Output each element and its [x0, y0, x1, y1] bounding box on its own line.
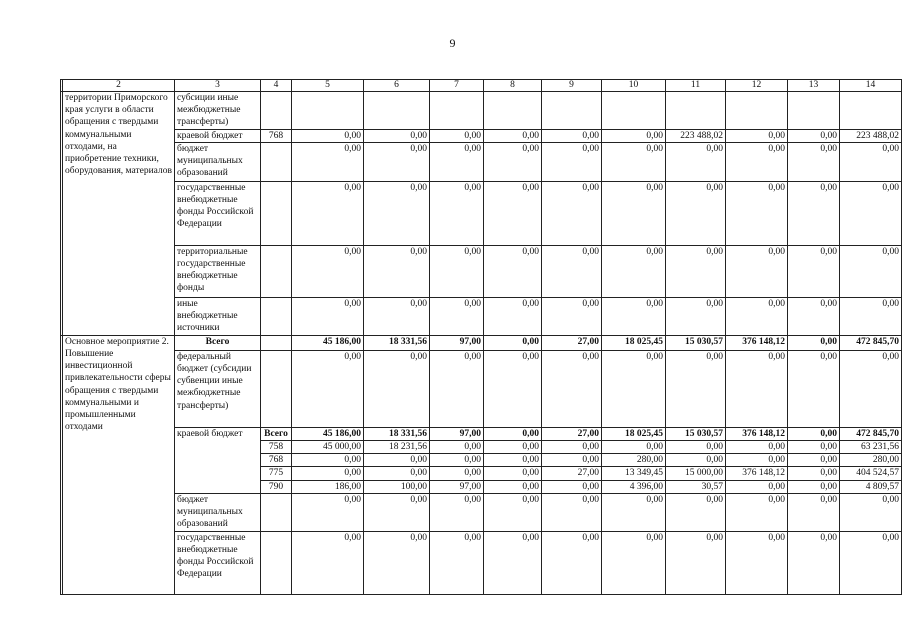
value-cell: 0,00 [484, 467, 542, 480]
header-row [61, 80, 902, 92]
value-cell: 376 148,12 [726, 427, 788, 440]
value-cell: 0,00 [430, 454, 484, 467]
code-cell [261, 493, 292, 531]
source-label: бюджет муниципальных образований [175, 493, 261, 531]
code-cell [261, 531, 292, 594]
value-cell: 0,00 [484, 531, 542, 594]
value-cell: 0,00 [788, 454, 840, 467]
source-label: государственные внебюджетные фонды Российской Федерации [175, 531, 261, 594]
value-cell: 0,00 [430, 467, 484, 480]
value-cell: 0,00 [726, 493, 788, 531]
value-cell: 4 809,57 [840, 480, 902, 493]
code-cell [261, 335, 292, 350]
value-cell: 0,00 [840, 245, 902, 297]
value-cell: 0,00 [292, 142, 364, 181]
value-cell: 0,00 [602, 129, 666, 142]
value-cell: 0,00 [484, 297, 542, 335]
value-cell: 0,00 [364, 467, 430, 480]
code-cell: 768 [261, 454, 292, 467]
value-cell [292, 92, 364, 130]
value-cell: 97,00 [430, 427, 484, 440]
value-cell [602, 92, 666, 130]
value-cell: 4 396,00 [602, 480, 666, 493]
code-cell [261, 350, 292, 427]
value-cell: 0,00 [726, 480, 788, 493]
source-label: Всего [175, 335, 261, 350]
value-cell: 0,00 [364, 181, 430, 245]
value-cell: 0,00 [788, 297, 840, 335]
table-row [61, 245, 902, 297]
value-cell: 0,00 [364, 493, 430, 531]
value-cell: 0,00 [788, 441, 840, 454]
column-header: 11 [666, 80, 726, 92]
value-cell: 18 331,56 [364, 335, 430, 350]
page-number: 9 [449, 36, 456, 50]
value-cell: 18 231,56 [364, 441, 430, 454]
value-cell: 0,00 [484, 454, 542, 467]
value-cell: 18 331,56 [364, 427, 430, 440]
value-cell: 0,00 [292, 181, 364, 245]
value-cell: 0,00 [542, 297, 602, 335]
value-cell: 0,00 [484, 480, 542, 493]
code-cell: 790 [261, 480, 292, 493]
table-row [61, 493, 902, 531]
value-cell: 0,00 [484, 245, 542, 297]
value-cell: 404 524,57 [840, 467, 902, 480]
table-row [61, 427, 902, 440]
table-row [61, 350, 902, 427]
column-header: 3 [175, 80, 261, 92]
value-cell: 63 231,56 [840, 441, 902, 454]
value-cell [542, 92, 602, 130]
value-cell: 0,00 [484, 350, 542, 427]
measure-description: территории Приморского края услуги в области обращения с твердыми коммунальными отходами, на приобретение техники, оборудования, материалов [63, 92, 175, 336]
value-cell: 0,00 [840, 531, 902, 594]
value-cell: 0,00 [484, 181, 542, 245]
value-cell: 0,00 [666, 493, 726, 531]
value-cell: 0,00 [292, 493, 364, 531]
code-cell [261, 297, 292, 335]
column-header: 2 [63, 80, 175, 92]
source-label: бюджет муниципальных образований [175, 142, 261, 181]
value-cell: 472 845,70 [840, 427, 902, 440]
value-cell: 97,00 [430, 335, 484, 350]
value-cell: 0,00 [726, 181, 788, 245]
value-cell: 0,00 [726, 531, 788, 594]
value-cell: 0,00 [666, 454, 726, 467]
value-cell: 0,00 [788, 335, 840, 350]
code-cell [261, 142, 292, 181]
value-cell: 0,00 [542, 181, 602, 245]
value-cell: 0,00 [542, 480, 602, 493]
value-cell: 0,00 [788, 181, 840, 245]
value-cell: 18 025,45 [602, 335, 666, 350]
value-cell: 0,00 [364, 129, 430, 142]
value-cell: 0,00 [364, 350, 430, 427]
source-label: краевой бюджет [175, 129, 261, 142]
value-cell: 0,00 [364, 297, 430, 335]
code-cell [261, 92, 292, 130]
value-cell: 0,00 [666, 350, 726, 427]
value-cell: 0,00 [542, 454, 602, 467]
value-cell: 0,00 [292, 350, 364, 427]
source-label: федеральный бюджет (субсидии субвенции иные межбюджетные трансферты) [175, 350, 261, 427]
column-header: 8 [484, 80, 542, 92]
value-cell: 27,00 [542, 467, 602, 480]
value-cell: 97,00 [430, 480, 484, 493]
code-cell: 768 [261, 129, 292, 142]
value-cell: 472 845,70 [840, 335, 902, 350]
value-cell [666, 92, 726, 130]
value-cell: 27,00 [542, 427, 602, 440]
value-cell: 45 186,00 [292, 335, 364, 350]
value-cell: 0,00 [788, 427, 840, 440]
value-cell: 376 148,12 [726, 467, 788, 480]
value-cell: 0,00 [602, 493, 666, 531]
value-cell: 0,00 [542, 245, 602, 297]
source-label: государственные внебюджетные фонды Российской Федерации [175, 181, 261, 245]
budget-table [60, 79, 902, 595]
table-row [61, 142, 902, 181]
measure-description: Основное мероприятие 2. Повышение инвестиционной привлекательности сферы обращения с твердыми коммунальными и промышленными отходами [63, 335, 175, 594]
code-cell: Всего [261, 427, 292, 440]
value-cell: 0,00 [602, 297, 666, 335]
value-cell: 0,00 [666, 245, 726, 297]
value-cell: 0,00 [542, 493, 602, 531]
value-cell: 0,00 [292, 467, 364, 480]
value-cell: 0,00 [292, 129, 364, 142]
value-cell: 0,00 [726, 245, 788, 297]
value-cell: 0,00 [430, 350, 484, 427]
value-cell: 15 000,00 [666, 467, 726, 480]
column-header: 7 [430, 80, 484, 92]
table-row [61, 297, 902, 335]
value-cell: 0,00 [726, 441, 788, 454]
value-cell: 0,00 [788, 493, 840, 531]
value-cell [726, 92, 788, 130]
value-cell: 0,00 [364, 245, 430, 297]
value-cell: 15 030,57 [666, 427, 726, 440]
value-cell: 0,00 [292, 531, 364, 594]
value-cell: 223 488,02 [666, 129, 726, 142]
column-header: 4 [261, 80, 292, 92]
table-row [61, 335, 902, 350]
value-cell: 0,00 [430, 441, 484, 454]
table-row [61, 129, 902, 142]
value-cell [484, 92, 542, 130]
value-cell: 0,00 [788, 480, 840, 493]
column-header: 12 [726, 80, 788, 92]
value-cell: 0,00 [840, 350, 902, 427]
value-cell: 0,00 [602, 142, 666, 181]
value-cell: 0,00 [484, 129, 542, 142]
value-cell: 0,00 [666, 181, 726, 245]
value-cell: 0,00 [602, 245, 666, 297]
value-cell: 0,00 [726, 142, 788, 181]
value-cell [840, 92, 902, 130]
column-header: 5 [292, 80, 364, 92]
value-cell: 0,00 [666, 441, 726, 454]
value-cell: 45 000,00 [292, 441, 364, 454]
value-cell: 376 148,12 [726, 335, 788, 350]
table-row [61, 531, 902, 594]
value-cell: 45 186,00 [292, 427, 364, 440]
value-cell: 0,00 [364, 142, 430, 181]
value-cell: 0,00 [292, 454, 364, 467]
value-cell: 15 030,57 [666, 335, 726, 350]
source-label: территориальные государственные внебюджетные фонды [175, 245, 261, 297]
value-cell: 0,00 [430, 297, 484, 335]
value-cell: 0,00 [840, 142, 902, 181]
value-cell: 0,00 [602, 350, 666, 427]
value-cell: 0,00 [364, 531, 430, 594]
column-header: 13 [788, 80, 840, 92]
value-cell: 0,00 [484, 142, 542, 181]
value-cell: 186,00 [292, 480, 364, 493]
code-cell: 758 [261, 441, 292, 454]
value-cell: 0,00 [788, 245, 840, 297]
value-cell: 0,00 [666, 297, 726, 335]
value-cell: 0,00 [602, 531, 666, 594]
value-cell: 13 349,45 [602, 467, 666, 480]
value-cell: 0,00 [430, 493, 484, 531]
code-cell [261, 245, 292, 297]
value-cell: 223 488,02 [840, 129, 902, 142]
column-header: 14 [840, 80, 902, 92]
value-cell: 0,00 [602, 181, 666, 245]
value-cell: 0,00 [364, 454, 430, 467]
column-header: 10 [602, 80, 666, 92]
value-cell: 0,00 [788, 531, 840, 594]
source-label: иные внебюджетные источники [175, 297, 261, 335]
value-cell: 280,00 [840, 454, 902, 467]
value-cell: 0,00 [430, 142, 484, 181]
value-cell: 0,00 [542, 531, 602, 594]
value-cell [430, 92, 484, 130]
value-cell: 30,57 [666, 480, 726, 493]
value-cell: 0,00 [542, 129, 602, 142]
value-cell: 0,00 [542, 350, 602, 427]
value-cell: 0,00 [840, 493, 902, 531]
value-cell: 0,00 [666, 531, 726, 594]
value-cell: 0,00 [430, 129, 484, 142]
value-cell: 0,00 [292, 245, 364, 297]
value-cell: 280,00 [602, 454, 666, 467]
value-cell: 0,00 [666, 142, 726, 181]
source-label: субсиции иные межбюджетные трансферты) [175, 92, 261, 130]
value-cell [364, 92, 430, 130]
value-cell: 0,00 [840, 297, 902, 335]
source-label: краевой бюджет [175, 427, 261, 493]
value-cell: 0,00 [788, 142, 840, 181]
value-cell: 0,00 [542, 441, 602, 454]
value-cell: 0,00 [788, 467, 840, 480]
value-cell: 0,00 [484, 493, 542, 531]
value-cell: 0,00 [430, 245, 484, 297]
value-cell [788, 92, 840, 130]
value-cell: 18 025,45 [602, 427, 666, 440]
value-cell: 0,00 [726, 129, 788, 142]
value-cell: 0,00 [430, 181, 484, 245]
value-cell: 0,00 [726, 350, 788, 427]
value-cell: 0,00 [430, 531, 484, 594]
column-header: 9 [542, 80, 602, 92]
table-row [61, 92, 902, 130]
value-cell: 0,00 [542, 142, 602, 181]
column-header: 6 [364, 80, 430, 92]
table-row [61, 181, 902, 245]
code-cell: 775 [261, 467, 292, 480]
value-cell: 0,00 [292, 297, 364, 335]
value-cell: 0,00 [484, 427, 542, 440]
value-cell: 0,00 [484, 335, 542, 350]
value-cell: 0,00 [726, 454, 788, 467]
value-cell: 0,00 [788, 350, 840, 427]
value-cell: 0,00 [840, 181, 902, 245]
value-cell: 0,00 [788, 129, 840, 142]
value-cell: 100,00 [364, 480, 430, 493]
value-cell: 0,00 [726, 297, 788, 335]
value-cell: 0,00 [602, 441, 666, 454]
value-cell: 0,00 [484, 441, 542, 454]
code-cell [261, 181, 292, 245]
value-cell: 27,00 [542, 335, 602, 350]
